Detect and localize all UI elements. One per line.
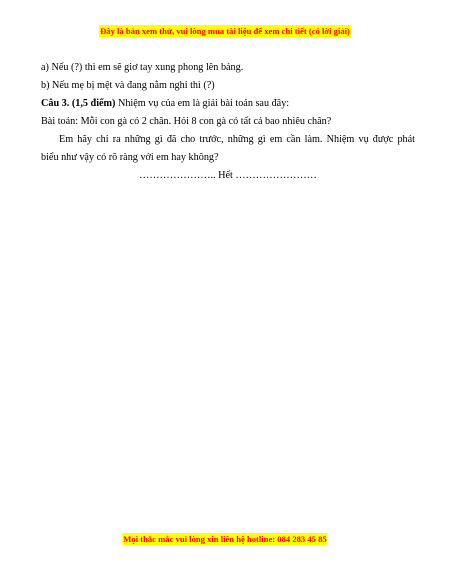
- question-line-b: b) Nếu mẹ bị mệt và đang nằm nghỉ thì (?): [41, 80, 215, 91]
- question-3-label: Câu 3. (1,5 điểm): [41, 98, 116, 109]
- hotline-banner: Mọi thắc mắc vui lòng xin liên hệ hotline: 084 283 45 85: [123, 534, 327, 544]
- question-3-text: Nhiệm vụ của em là giải bài toán sau đây:: [115, 98, 290, 109]
- task-instruction-line-1: Em hãy chỉ ra những gì đã cho trước, những gì em cần làm. Nhiệm vụ được phát: [59, 134, 415, 145]
- end-marker: ………………….. Hết ……………………: [139, 170, 317, 181]
- question-line-a: a) Nếu (?) thì em sẽ giơ tay xung phong lên bảng.: [41, 62, 244, 73]
- preview-notice-banner: Đây là bản xem thử, vui lòng mua tài liệu để xem chi tiết (có lời giải): [100, 26, 350, 36]
- task-instruction-line-2: biểu như vậy có rõ ràng với em hay không?: [41, 152, 219, 163]
- question-3-heading: [41, 97, 415, 110]
- problem-statement: Bài toán: Mỗi con gà có 2 chân. Hỏi 8 con gà có tất cả bao nhiêu chân?: [41, 116, 332, 127]
